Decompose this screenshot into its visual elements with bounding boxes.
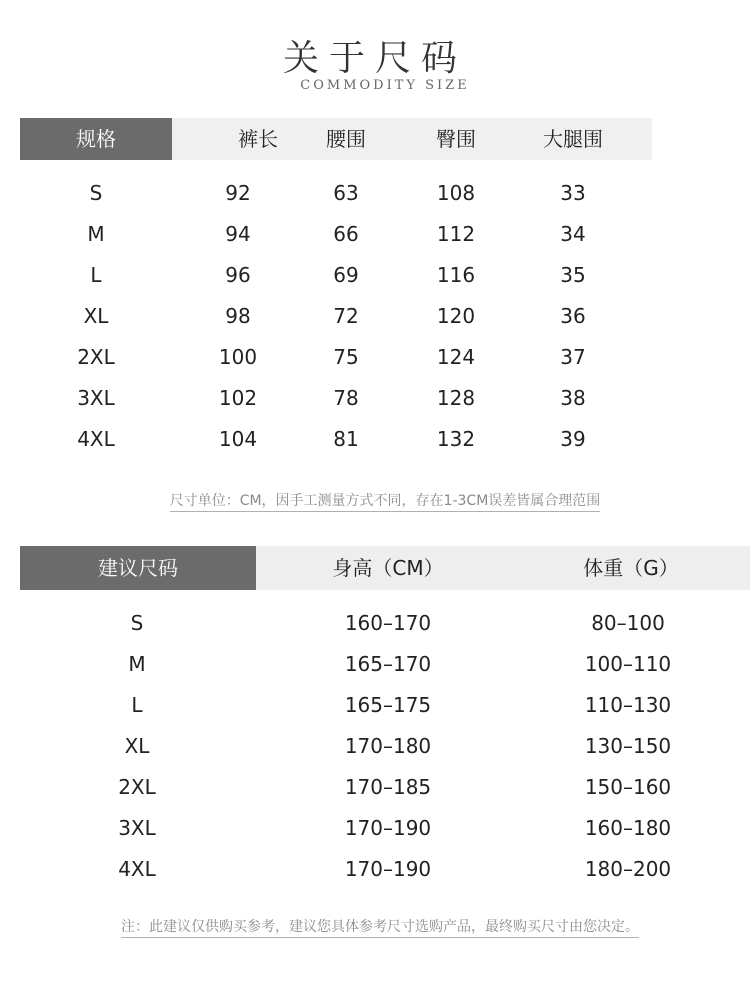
hip-cell: 112 xyxy=(436,222,476,246)
height-cell: 170–185 xyxy=(344,775,432,799)
recommend-table-header xyxy=(20,546,750,590)
waist-cell: 81 xyxy=(333,427,359,451)
height-cell: 170–180 xyxy=(344,734,432,758)
waist-cell: 66 xyxy=(333,222,359,246)
size-cell: 3XL xyxy=(77,386,115,410)
recommend-note-text: 注：此建议仅供购买参考，建议您具体参考尺寸选购产品，最终购买尺寸由您决定。 xyxy=(121,919,639,938)
weight-cell: 110–130 xyxy=(584,693,672,717)
recommend-table-row xyxy=(20,644,750,685)
size-cell: M xyxy=(87,222,105,246)
waist-cell: 78 xyxy=(333,386,359,410)
height-cell: 170–190 xyxy=(344,816,432,840)
size-header-thigh: 大腿围 xyxy=(543,127,603,151)
waist-cell: 72 xyxy=(333,304,359,328)
size-table-row xyxy=(20,214,652,255)
recommend-size-cell: L xyxy=(131,693,143,717)
hip-cell: 116 xyxy=(436,263,476,287)
recommend-table-row xyxy=(20,767,750,808)
weight-cell: 100–110 xyxy=(584,652,672,676)
size-note xyxy=(0,490,750,510)
recommend-size-cell: M xyxy=(128,652,146,676)
size-header-length: 裤长 xyxy=(238,127,278,151)
weight-cell: 150–160 xyxy=(584,775,672,799)
recommend-table-row xyxy=(20,726,750,767)
recommend-size-cell: XL xyxy=(124,734,150,758)
size-table-row xyxy=(20,378,652,419)
size-cell: 2XL xyxy=(77,345,115,369)
waist-cell: 75 xyxy=(333,345,359,369)
thigh-cell: 37 xyxy=(560,345,586,369)
weight-cell: 80–100 xyxy=(591,611,665,635)
recommend-header-height: 身高（CM） xyxy=(332,556,444,580)
size-table-row xyxy=(20,173,652,214)
thigh-cell: 35 xyxy=(560,263,586,287)
thigh-cell: 38 xyxy=(560,386,586,410)
page-subtitle: COMMODITY SIZE xyxy=(300,78,470,93)
size-note-text: 尺寸单位：CM，因手工测量方式不同，存在1-3CM误差皆属合理范围 xyxy=(170,493,601,512)
size-cell: 4XL xyxy=(77,427,115,451)
size-header-hip: 臀围 xyxy=(436,127,476,151)
length-cell: 94 xyxy=(225,222,251,246)
length-cell: 92 xyxy=(225,181,251,205)
size-table-row xyxy=(20,296,652,337)
weight-cell: 130–150 xyxy=(584,734,672,758)
recommend-header-size: 建议尺码 xyxy=(20,546,256,590)
length-cell: 100 xyxy=(218,345,258,369)
size-header-waist: 腰围 xyxy=(326,127,366,151)
hip-cell: 132 xyxy=(436,427,476,451)
hip-cell: 124 xyxy=(436,345,476,369)
recommend-table-row xyxy=(20,849,750,890)
thigh-cell: 34 xyxy=(560,222,586,246)
weight-cell: 160–180 xyxy=(584,816,672,840)
recommend-table-row xyxy=(20,685,750,726)
recommend-table-row xyxy=(20,808,750,849)
size-table-header xyxy=(20,118,652,160)
waist-cell: 63 xyxy=(333,181,359,205)
weight-cell: 180–200 xyxy=(584,857,672,881)
thigh-cell: 33 xyxy=(560,181,586,205)
page-title: 关于尺码 xyxy=(282,38,467,79)
waist-cell: 69 xyxy=(333,263,359,287)
height-cell: 165–175 xyxy=(344,693,432,717)
height-cell: 160–170 xyxy=(344,611,432,635)
thigh-cell: 36 xyxy=(560,304,586,328)
size-table-row xyxy=(20,255,652,296)
recommend-note xyxy=(0,916,750,936)
recommend-size-cell: 2XL xyxy=(118,775,156,799)
recommend-table-row xyxy=(20,603,750,644)
hip-cell: 120 xyxy=(436,304,476,328)
length-cell: 96 xyxy=(225,263,251,287)
size-header-spec: 规格 xyxy=(20,118,172,160)
size-cell: L xyxy=(90,263,102,287)
height-cell: 165–170 xyxy=(344,652,432,676)
recommend-size-cell: 4XL xyxy=(118,857,156,881)
size-table-row xyxy=(20,419,652,460)
recommend-size-cell: S xyxy=(130,611,144,635)
recommend-header-weight: 体重（G） xyxy=(583,556,679,580)
size-table-row xyxy=(20,337,652,378)
length-cell: 98 xyxy=(225,304,251,328)
recommend-size-cell: 3XL xyxy=(118,816,156,840)
hip-cell: 128 xyxy=(436,386,476,410)
hip-cell: 108 xyxy=(436,181,476,205)
length-cell: 102 xyxy=(218,386,258,410)
length-cell: 104 xyxy=(218,427,258,451)
size-cell: S xyxy=(89,181,103,205)
height-cell: 170–190 xyxy=(344,857,432,881)
thigh-cell: 39 xyxy=(560,427,586,451)
size-cell: XL xyxy=(83,304,109,328)
